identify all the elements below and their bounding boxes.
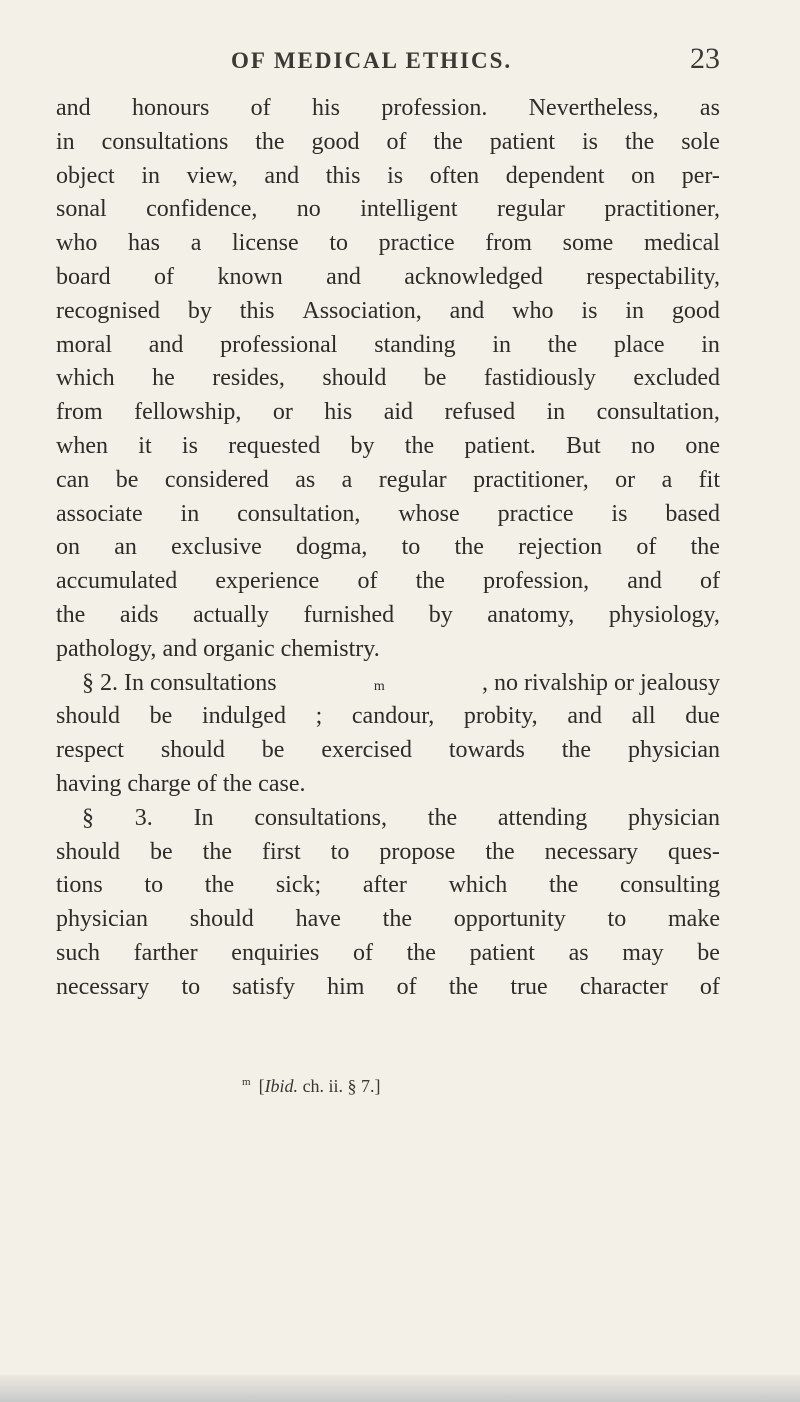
word: the — [382, 906, 412, 933]
word: some — [562, 230, 614, 257]
word: ; — [315, 703, 323, 730]
word: resides, — [212, 365, 285, 392]
word: § — [82, 804, 94, 831]
word: intelligent — [360, 196, 458, 223]
text-line — [56, 498, 720, 532]
word: experience — [215, 568, 320, 595]
word: whose — [398, 500, 460, 527]
word: consultations — [101, 128, 229, 155]
word: by — [428, 601, 453, 628]
word: to — [181, 973, 201, 1000]
word: as — [699, 95, 720, 121]
word: which — [56, 365, 115, 392]
word: and — [567, 703, 602, 730]
text-line — [56, 295, 720, 329]
text-line — [56, 92, 720, 126]
word: 3. — [134, 804, 153, 831]
word: should — [56, 703, 121, 730]
word: actually — [193, 601, 269, 628]
word: satisfy — [232, 973, 295, 1000]
word: opportunity — [453, 906, 566, 933]
word: the — [548, 872, 579, 899]
word: the — [454, 534, 484, 561]
text-line — [56, 126, 720, 160]
word: the — [222, 770, 253, 797]
word: who — [56, 230, 98, 257]
word: this — [239, 297, 275, 324]
text-line — [56, 193, 720, 227]
running-title: OF MEDICAL ETHICS. — [231, 48, 513, 73]
word: and — [56, 95, 91, 121]
word: physician — [628, 737, 720, 764]
word: to — [329, 230, 348, 257]
word: the — [202, 838, 232, 865]
word: excluded — [633, 365, 720, 392]
text-line — [56, 565, 720, 599]
word: in — [492, 331, 512, 358]
word: often — [429, 162, 480, 189]
footnote-ibid: Ibid. — [264, 1076, 299, 1096]
word: of — [699, 973, 720, 1000]
word: be — [261, 737, 285, 764]
word: it — [138, 432, 152, 459]
word: all — [631, 703, 656, 730]
text-line — [56, 903, 720, 937]
word: furnished — [303, 601, 395, 628]
word: by — [187, 297, 212, 324]
word: in — [56, 128, 75, 155]
text-line — [56, 160, 720, 194]
word: regular — [496, 196, 565, 223]
word: this — [325, 162, 361, 189]
word: acknowledged — [404, 263, 543, 290]
word: physiology, — [608, 601, 720, 628]
section-2-rest: , no rivalship or jealousy — [482, 669, 720, 696]
word: in — [546, 399, 566, 426]
word: of — [386, 128, 407, 155]
word: the — [690, 534, 720, 561]
word: of — [154, 263, 175, 290]
word: practitioner, — [473, 466, 589, 493]
word: dogma, — [296, 534, 368, 561]
word: an — [114, 534, 137, 561]
word: fastidiously — [483, 365, 596, 392]
word: rejection — [518, 534, 603, 561]
word: be — [697, 939, 720, 966]
word: the — [561, 737, 592, 764]
footnote-mark: m — [242, 1076, 251, 1088]
word: confidence, — [146, 196, 258, 223]
word: patient — [469, 939, 535, 966]
word: pathology, — [56, 635, 157, 662]
word: is — [581, 297, 598, 324]
word: to — [401, 534, 421, 561]
word: to — [330, 838, 350, 865]
word: a — [661, 466, 673, 493]
word: board — [56, 263, 111, 290]
word: accumulated — [56, 568, 178, 595]
text-line — [56, 362, 720, 396]
word: no — [631, 432, 656, 459]
word: honours — [131, 95, 210, 121]
word: the — [624, 128, 655, 155]
word: such — [56, 939, 100, 966]
word: no — [296, 196, 321, 223]
word: in — [141, 162, 160, 189]
word: physician — [627, 804, 720, 831]
word: is — [611, 500, 628, 527]
word: license — [232, 230, 299, 257]
word: candour, — [351, 703, 435, 730]
scan-edge — [0, 1375, 800, 1402]
word: his — [324, 399, 353, 426]
footnote — [242, 1076, 381, 1097]
text-line — [56, 734, 720, 768]
text-line — [56, 531, 720, 565]
text-line — [56, 802, 720, 836]
word: him — [327, 973, 365, 1000]
word: chemistry. — [280, 635, 380, 662]
word: due — [685, 703, 720, 730]
word: be — [150, 838, 173, 865]
word: medical — [643, 230, 720, 257]
word: of — [396, 973, 417, 1000]
text-line — [56, 971, 720, 1005]
word: exercised — [321, 737, 412, 764]
word: and — [449, 297, 485, 324]
word: recognised — [56, 297, 160, 324]
word: consultation, — [237, 500, 361, 527]
word: and — [148, 331, 184, 358]
footnote-reference: ch. ii. § 7.] — [298, 1076, 381, 1096]
word: aid — [383, 399, 414, 426]
word: the — [427, 804, 458, 831]
word: may — [622, 939, 664, 966]
word: towards — [448, 737, 525, 764]
section-2-opening-line: § 2. In consultations m , no rivalship or jealousy — [56, 667, 720, 701]
word: propose — [379, 838, 456, 865]
word: charge — [127, 770, 191, 797]
section-2-start: § 2. In consultations — [82, 669, 277, 696]
word: necessary — [544, 838, 638, 865]
word: respectability, — [586, 263, 720, 290]
word: necessary — [56, 973, 150, 1000]
word: be — [423, 365, 447, 392]
word: indulged — [201, 703, 286, 730]
word: the — [547, 331, 578, 358]
word: ques- — [667, 838, 720, 865]
word: practice — [378, 230, 455, 257]
word: consultation, — [596, 399, 720, 426]
word: be — [149, 703, 173, 730]
text-line — [56, 261, 720, 295]
word: organic — [203, 635, 275, 662]
word: good — [311, 128, 360, 155]
word: and — [326, 263, 361, 290]
word: physician — [56, 906, 148, 933]
word: his — [311, 95, 340, 121]
word: regular — [378, 466, 447, 493]
word: exclusive — [171, 534, 262, 561]
word: practitioner, — [604, 196, 720, 223]
text-line — [56, 836, 720, 870]
running-head — [56, 42, 720, 82]
word: the — [448, 973, 479, 1000]
word: the — [485, 838, 515, 865]
word: the — [404, 432, 435, 459]
word: case. — [258, 770, 306, 797]
word: character — [579, 973, 668, 1000]
word: by — [350, 432, 375, 459]
word: or — [272, 399, 293, 426]
word: on — [56, 534, 80, 561]
word: profession, — [483, 568, 590, 595]
word: he — [152, 365, 175, 392]
word: sole — [681, 128, 720, 155]
word: standing — [374, 331, 456, 358]
word: the — [433, 128, 463, 155]
word: requested — [228, 432, 321, 459]
text-line — [56, 396, 720, 430]
word: from — [56, 399, 103, 426]
word: can — [56, 466, 90, 493]
word: a — [190, 230, 202, 257]
word: should — [160, 737, 225, 764]
word: Association, — [302, 297, 422, 324]
word: of — [196, 770, 217, 797]
word: when — [56, 432, 108, 459]
word: or — [615, 466, 636, 493]
word: have — [295, 906, 341, 933]
word: moral — [56, 331, 112, 358]
word: as — [295, 466, 316, 493]
word: and — [162, 635, 198, 662]
text-line — [56, 329, 720, 363]
word: has — [128, 230, 161, 257]
word: sonal — [56, 196, 107, 223]
word: should — [56, 838, 121, 865]
word: consultations, — [254, 804, 387, 831]
word: good — [671, 297, 720, 324]
word: of — [357, 568, 378, 595]
word: one — [685, 432, 720, 459]
word: In — [193, 804, 214, 831]
word: practice — [497, 500, 574, 527]
word: make — [668, 906, 720, 933]
word: associate — [56, 500, 143, 527]
word: of — [636, 534, 657, 561]
word: aids — [119, 601, 159, 628]
text-line — [56, 937, 720, 971]
word: attending — [497, 804, 588, 831]
word: to — [607, 906, 627, 933]
word: known — [217, 263, 283, 290]
word: Nevertheless, — [528, 95, 659, 121]
word: is — [581, 128, 598, 155]
word: be — [115, 466, 139, 493]
word: who — [512, 297, 554, 324]
word: a — [341, 466, 353, 493]
word: and — [627, 568, 662, 595]
word: anatomy, — [487, 601, 575, 628]
word: patient — [489, 128, 556, 155]
body-text — [56, 92, 720, 1005]
word: the — [56, 601, 86, 628]
page-number: 23 — [690, 42, 720, 75]
word: fit — [698, 466, 720, 493]
word: in — [180, 500, 200, 527]
text-line — [56, 599, 720, 633]
word: in — [701, 331, 720, 358]
word: should — [322, 365, 387, 392]
word: from — [485, 230, 532, 257]
word: dependent — [505, 162, 605, 189]
word: true — [510, 973, 548, 1000]
text-line — [56, 768, 720, 802]
text-line — [56, 700, 720, 734]
word: is — [387, 162, 404, 189]
word: farther — [133, 939, 198, 966]
text-line — [56, 633, 720, 667]
word: profession. — [381, 95, 488, 121]
word: considered — [164, 466, 269, 493]
word: refused — [444, 399, 516, 426]
word: on — [631, 162, 656, 189]
word: of — [700, 568, 720, 595]
word: enquiries — [231, 939, 320, 966]
word: patient. — [464, 432, 536, 459]
word: per- — [681, 162, 720, 189]
word: based — [665, 500, 720, 527]
word: object — [56, 162, 115, 189]
text-line — [56, 464, 720, 498]
word: fellowship, — [134, 399, 242, 426]
word: the — [406, 939, 436, 966]
word: as — [568, 939, 589, 966]
word: professional — [220, 331, 338, 358]
word: the — [415, 568, 445, 595]
word: first — [262, 838, 301, 865]
text-line — [56, 227, 720, 261]
word: of — [352, 939, 373, 966]
word: place — [613, 331, 665, 358]
word: is — [181, 432, 198, 459]
word: of — [250, 95, 271, 121]
footnote-open-bracket: [ — [258, 1076, 265, 1096]
word: and — [264, 162, 300, 189]
word: consulting — [620, 872, 720, 899]
word: after — [362, 872, 407, 899]
word: in — [625, 297, 645, 324]
text-line — [56, 430, 720, 464]
text-line — [56, 869, 720, 903]
word: the — [255, 128, 285, 155]
word: having — [56, 770, 122, 797]
word: which — [448, 872, 508, 899]
word: But — [566, 432, 601, 459]
word: sick; — [275, 872, 322, 899]
word: respect — [56, 737, 124, 764]
word: should — [189, 906, 254, 933]
word: view, — [186, 162, 238, 189]
word: to — [144, 872, 164, 899]
word: tions — [56, 872, 103, 899]
word: the — [204, 872, 235, 899]
word: probity, — [463, 703, 538, 730]
